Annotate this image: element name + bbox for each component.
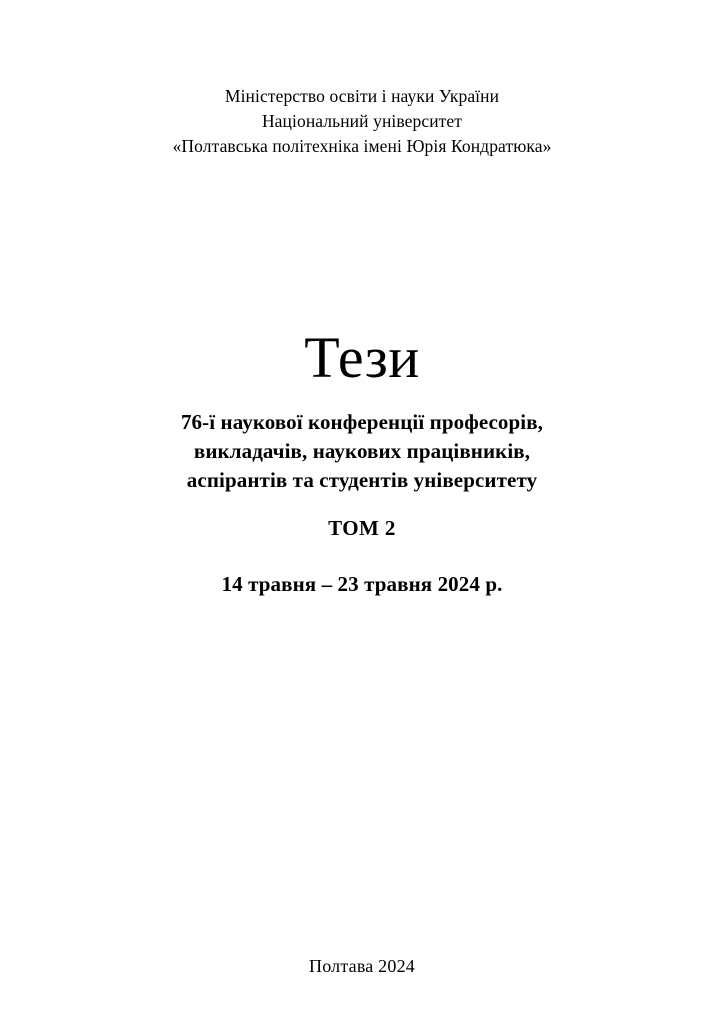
subtitle-line-1: 76-ї наукової конференції професорів, [180, 410, 544, 434]
dates-block [0, 570, 724, 599]
document-title-block [0, 325, 724, 391]
conference-subtitle [0, 408, 724, 495]
publisher-header [0, 84, 724, 159]
conference-dates: 14 травня – 23 травня 2024 р. [221, 572, 503, 596]
place-and-year: Полтава 2024 [309, 956, 415, 976]
volume-block [0, 514, 724, 543]
subtitle-line-2: викладачів, наукових працівників, [193, 439, 531, 463]
subtitle-line-3: аспірантів та студентів університету [186, 468, 538, 492]
volume-label: ТОМ 2 [328, 516, 396, 540]
header-line-university-name: «Полтавська політехніка імені Юрія Кондратюка» [172, 136, 552, 156]
header-line-university: Національний університет [261, 111, 463, 131]
header-line-ministry: Міністерство освіти і науки України [224, 86, 500, 106]
page-title: Тези [304, 325, 420, 390]
footer-block [0, 954, 724, 978]
